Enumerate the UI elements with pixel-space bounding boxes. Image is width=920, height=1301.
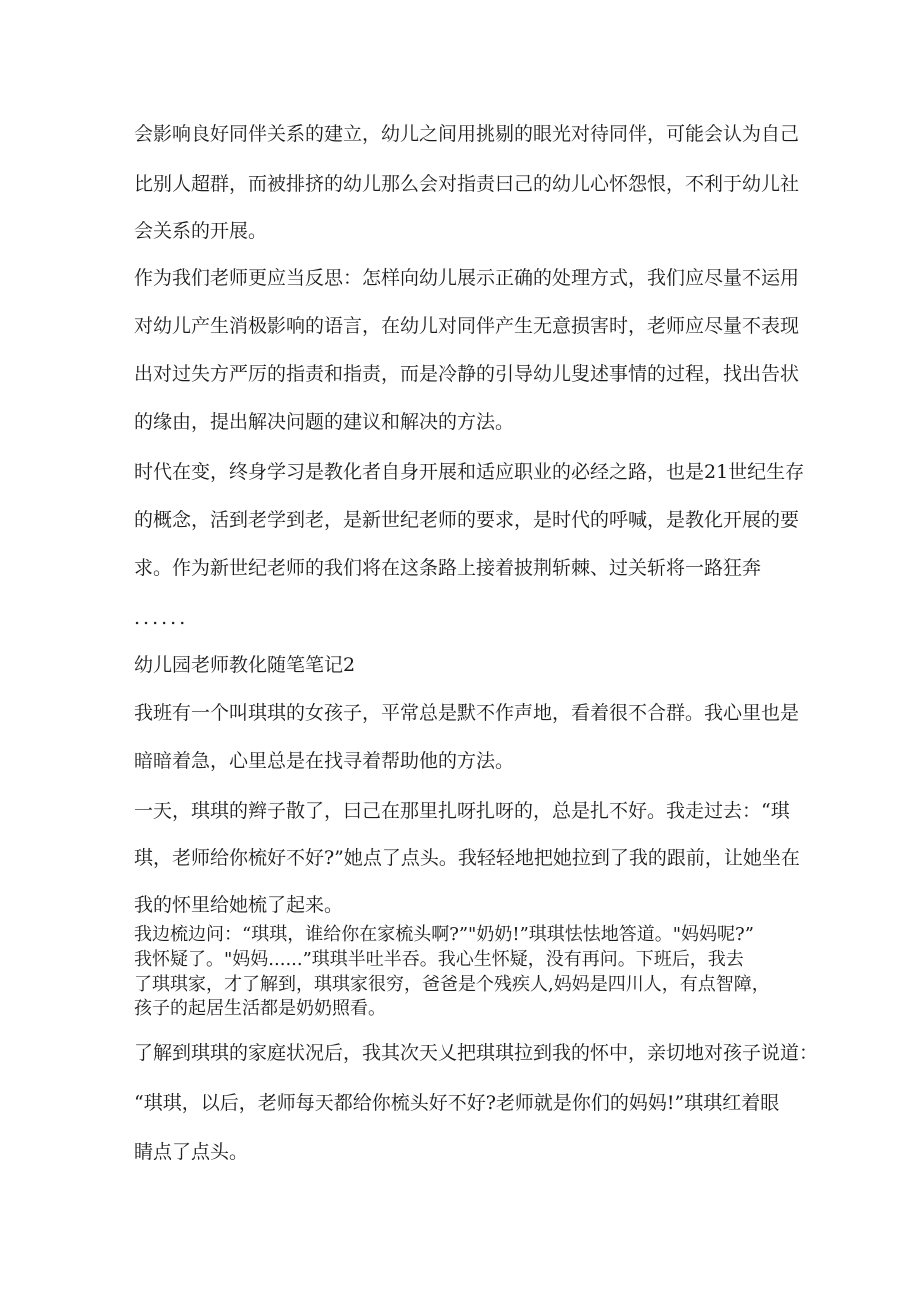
text-line: 的缘由，提出解决问题的建议和解决的方法。 [134, 411, 515, 433]
text-line: 睛点了点头。 [134, 1141, 249, 1163]
section-title: 幼儿园老师教化随笔笔记2 [134, 654, 356, 676]
text-line: 会关系的开展。 [134, 220, 268, 242]
text-line: 我的怀里给她梳了起来。 [134, 894, 344, 916]
text-line: 我班有一个叫琪琪的女孩子，平常总是默不作声地，看着很不合群。我心里也是 [134, 702, 800, 724]
text-line: 比别人超群，而被排挤的幼儿那么会对指责曰己的幼儿心怀怨恨，不利于幼儿社 [134, 173, 800, 195]
text-line: 对幼儿产生消极影响的语言，在幼儿对同伴产生无意损害时，老师应尽量不表现 [134, 315, 800, 337]
text-line: 求。作为新世纪老师的我们将在这条路上接着披荆斩棘、过关斩将一路狂奔 [134, 557, 762, 579]
text-line: 我边梳边问：“琪琪，谁给你在家梳头啊?”"奶奶!”琪琪怯怯地答道。"妈妈呢?” [134, 924, 754, 945]
text-line: 我怀疑了。"妈妈......”琪琪半吐半吞。我心生怀疑，没有再问。下班后，我去 [134, 949, 744, 970]
text-line: 的概念，活到老学到老，是新世纪老师的要求，是时代的呼喊，是教化开展的要 [134, 509, 800, 531]
text-line: 一天，琪琪的辫子散了，曰己在那里扎呀扎呀的，总是扎不好。我走过去：“琪 [134, 800, 790, 822]
text-line: 了解到琪琪的家庭状况后，我其次天乂把琪琪拉到我的怀中，亲切地对孩子说道： [134, 1042, 819, 1064]
text-line: 出对过失方严厉的指责和指责，而是冷静的引导幼儿叟述事情的过程，找出告状 [134, 363, 800, 385]
text-line: 时代在变，终身学习是教化者自身开展和适应职业的必经之路，也是21世纪生存 [134, 461, 805, 483]
text-line: 会影响良好同伴关系的建立，幼儿之间用挑剔的眼光对待同伴，可能会认为自己 [134, 123, 800, 145]
text-line: 琪，老师给你梳好不好?”她点了点头。我轻轻地把她拉到了我的跟前，让她坐在 [134, 847, 800, 869]
text-line: “琪琪，以后，老师每天都给你梳头好不好?老师就是你们的妈妈!”琪琪红着眼 [134, 1092, 780, 1114]
text-line: 作为我们老师更应当反思：怎样向幼儿展示正确的处理方式，我们应尽量不运用 [134, 267, 800, 289]
text-line: 孩子的起居生活都是奶奶照看。 [134, 998, 386, 1019]
text-line: 暗暗着急，心里总是在找寻着帮助他的方法。 [134, 750, 515, 772]
text-line: 了琪琪家，才了解到，琪琪家很穷，爸爸是个残疾人,妈妈是四川人，有点智障， [134, 974, 770, 995]
ellipsis-line: ...... [134, 607, 189, 629]
